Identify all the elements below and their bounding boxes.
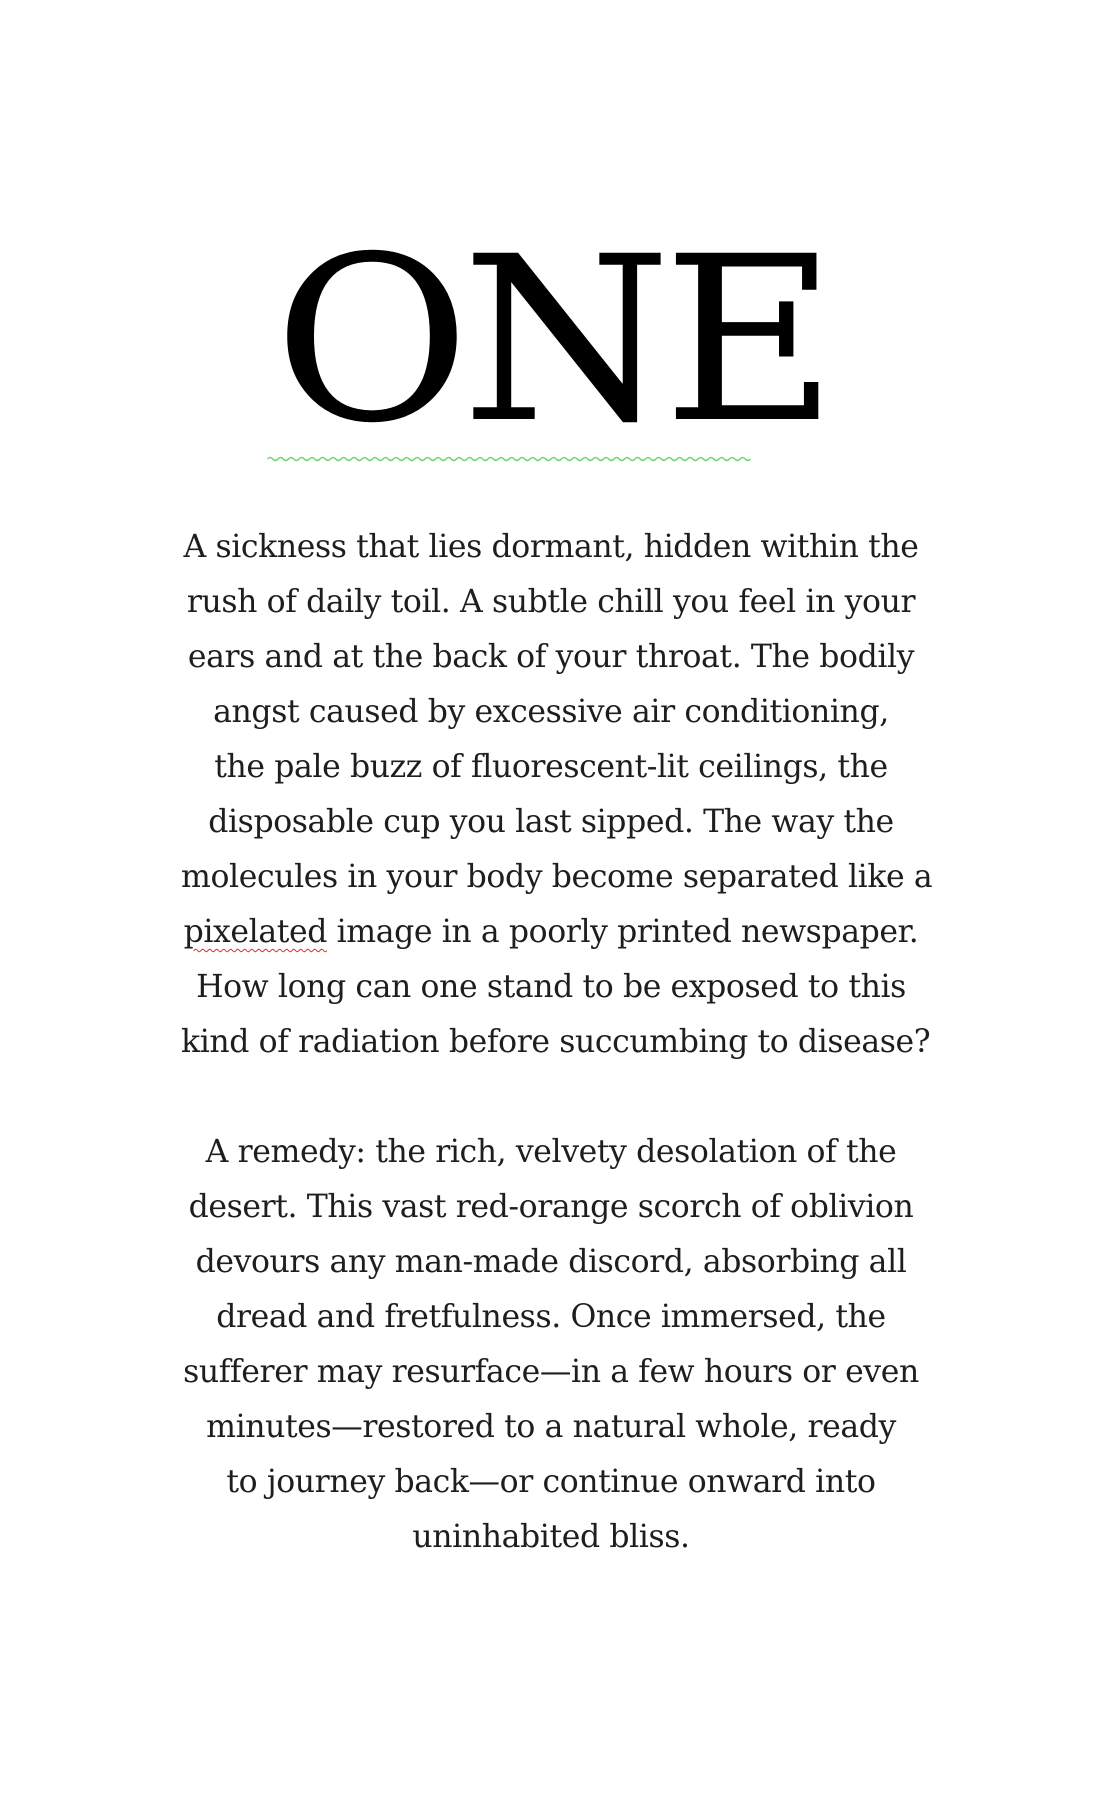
text-line: uninhabited bliss.: [412, 1519, 690, 1555]
text-line: ears and at the back of your throat. The bodily: [187, 639, 915, 675]
text-line: desert. This vast red-orange scorch of oblivion: [188, 1189, 914, 1225]
text-line: sufferer may resurface—in a few hours or even: [183, 1354, 919, 1390]
text-line: kind of radiation before succumbing to disease?: [181, 1024, 931, 1060]
title-container: [0, 207, 1102, 473]
chapter-title-text: ONE: [273, 207, 829, 473]
body-text[interactable]: [181, 520, 933, 1565]
text-line: devours any man-made discord, absorbing all: [195, 1244, 907, 1280]
text-line: How long can one stand to be exposed to this: [196, 969, 906, 1005]
paragraph: [181, 520, 933, 1070]
misspelled-word[interactable]: pixelated: [183, 914, 327, 950]
text-line: disposable cup you last sipped. The way the: [208, 804, 894, 840]
chapter-title[interactable]: [267, 207, 835, 473]
paragraph: [181, 1125, 921, 1565]
text-line: molecules in your body become separated like a: [181, 859, 933, 895]
text-line: angst caused by excessive air conditioning,: [213, 694, 889, 730]
paragraph-gap: [181, 1070, 921, 1125]
text-line-rest: image in a poorly printed newspaper.: [326, 914, 919, 950]
text-line: the pale buzz of fluorescent-lit ceilings, the: [214, 749, 888, 785]
text-line: [181, 905, 921, 960]
text-line: dread and fretfulness. Once immersed, the: [216, 1299, 886, 1335]
text-line: rush of daily toil. A subtle chill you feel in your: [186, 584, 916, 620]
text-line: A sickness that lies dormant, hidden within the: [183, 529, 919, 565]
text-line: to journey back—or continue onward into: [226, 1464, 876, 1500]
grammar-check-underline: [267, 456, 750, 462]
text-line: A remedy: the rich, velvety desolation of the: [205, 1134, 897, 1170]
text-line: minutes—restored to a natural whole, ready: [206, 1409, 896, 1445]
